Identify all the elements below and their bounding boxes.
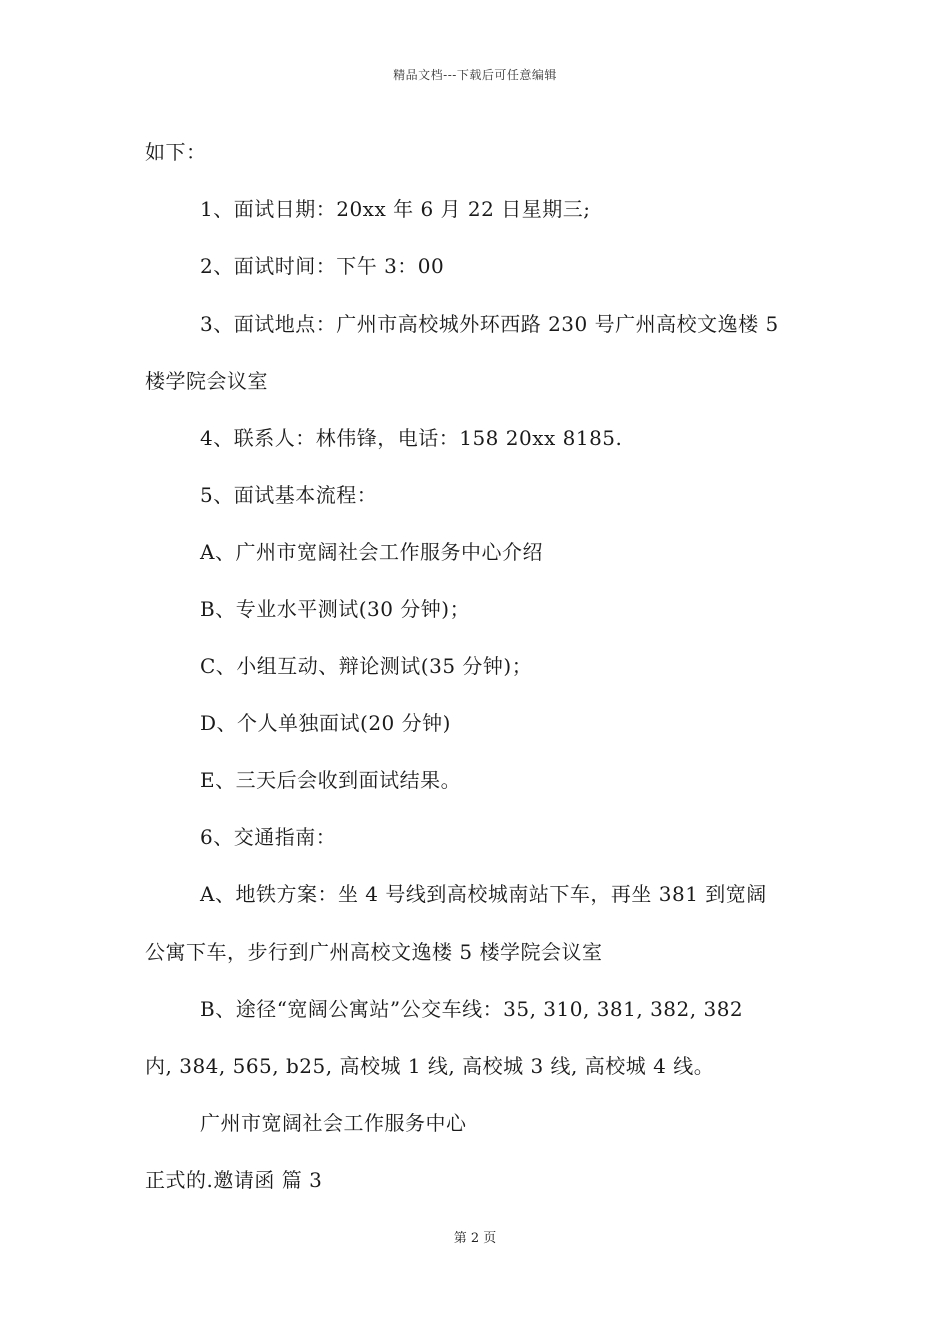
page-header: 精品文档---下载后可任意编辑 [393,68,557,82]
text-line: A、地铁方案：坐 4 号线到高校城南站下车，再坐 381 到宽阔 [200,882,767,906]
text-line: B、专业水平测试(30 分钟)； [200,597,471,621]
text-line: 正式的.邀请函 篇 3 [145,1168,323,1192]
text-line: 4、联系人：林伟锋，电话：158 20xx 8185. [200,426,623,450]
text-line: E、三天后会收到面试结果。 [200,768,462,792]
text-line: 5、面试基本流程： [200,483,378,507]
text-line: 1、面试日期：20xx 年 6 月 22 日星期三; [200,197,591,221]
text-line: 2、面试时间：下午 3：00 [200,254,445,278]
page-number: 第 2 页 [453,1231,497,1246]
text-line: B、途径“宽阔公寓站”公交车线：35, 310, 381, 382, 382 [200,997,744,1021]
text-line: 6、交通指南： [200,825,337,849]
text-line: 广州市宽阔社会工作服务中心 [200,1111,467,1135]
text-line: C、小组互动、辩论测试(35 分钟)； [200,654,533,678]
text-line: 公寓下车，步行到广州高校文逸楼 5 楼学院会议室 [145,940,603,964]
text-line: A、广州市宽阔社会工作服务中心介绍 [200,540,543,564]
text-line: 如下： [145,140,207,164]
text-line: 内, 384, 565, b25, 高校城 1 线, 高校城 3 线, 高校城 4 线。 [145,1054,715,1078]
text-line: 楼学院会议室 [145,369,268,393]
text-line: D、个人单独面试(20 分钟) [200,711,451,735]
text-line: 3、面试地点：广州市高校城外环西路 230 号广州高校文逸楼 5 [200,312,779,336]
